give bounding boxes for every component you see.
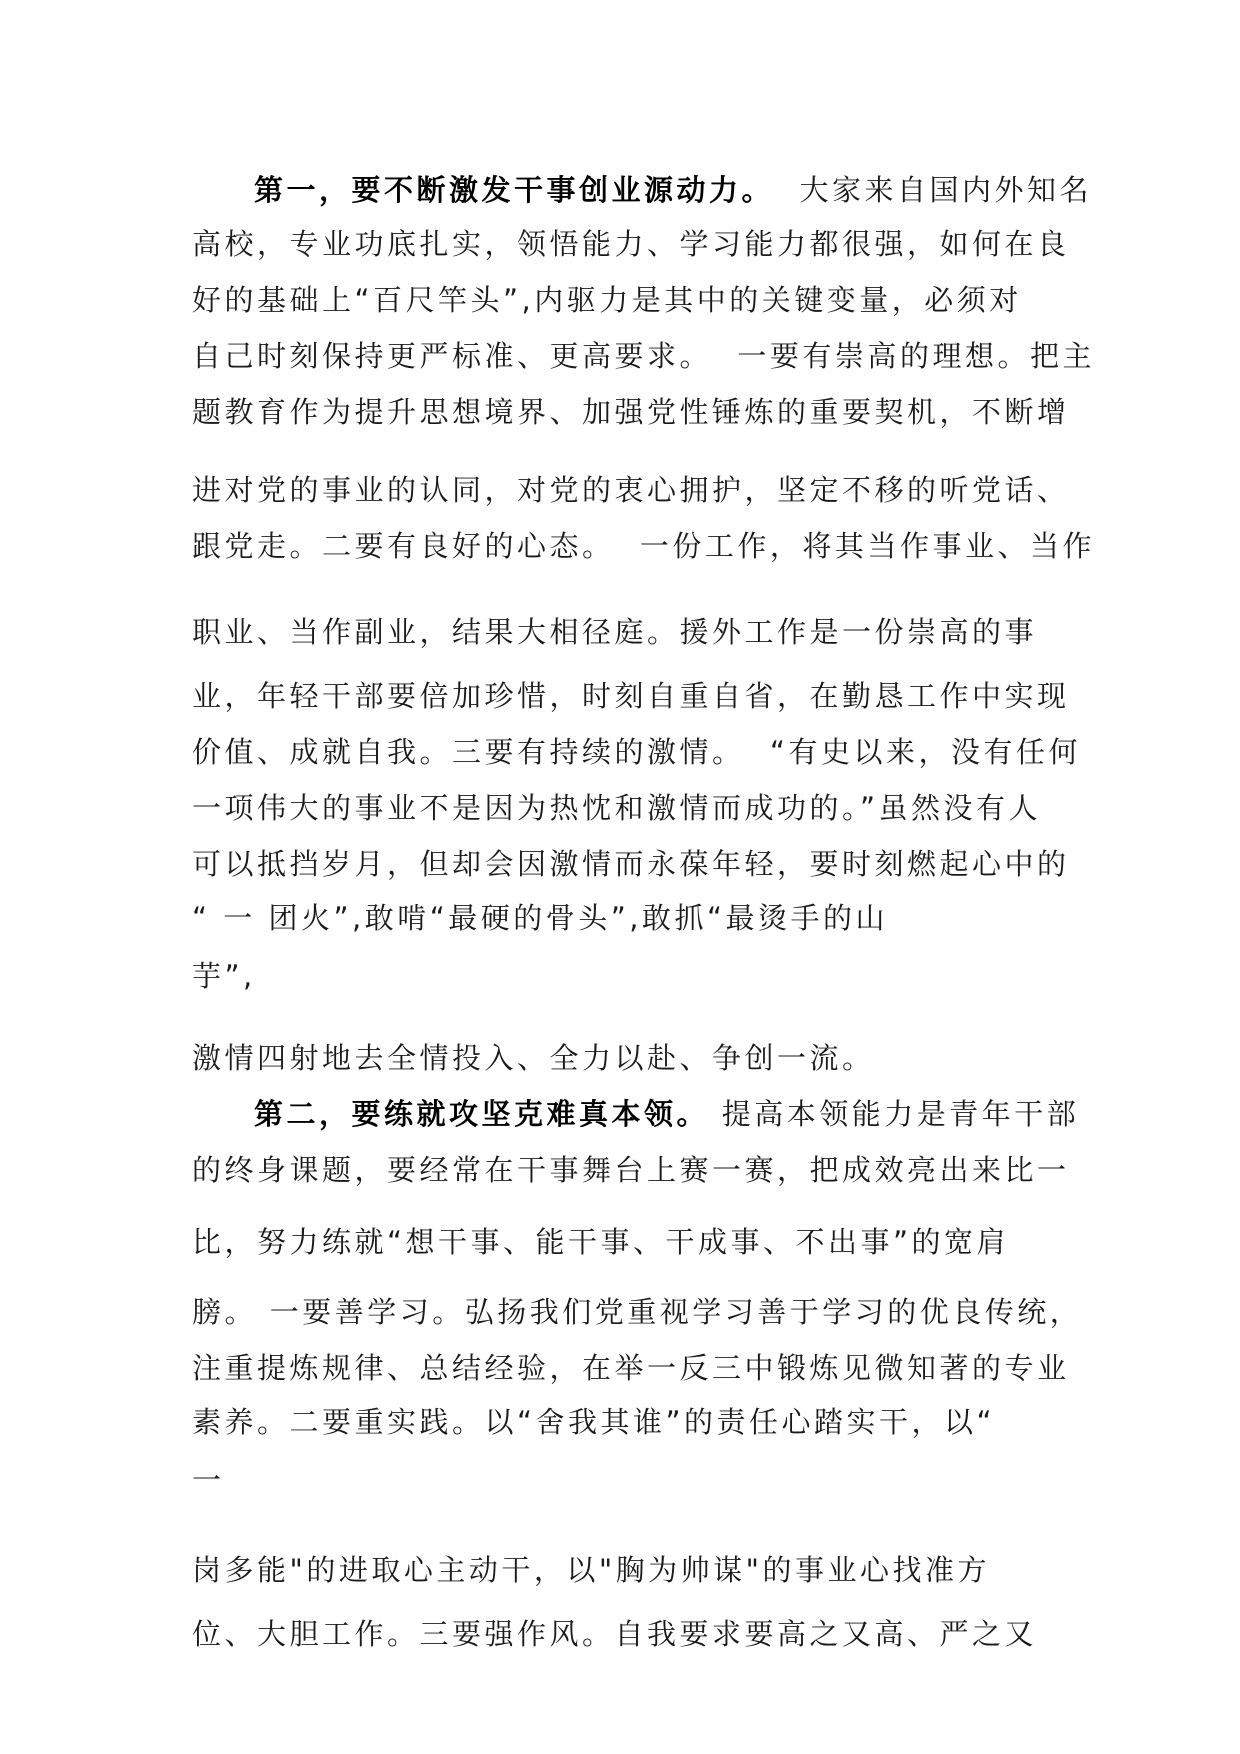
paragraph-2-line-6: 素养。二要重实践。以“舍我其谁”的责任心踏实干，以“ bbox=[192, 1405, 996, 1439]
paragraph-1-line-15: 激情四射地去全情投入、全力以赴、争创一流。 bbox=[192, 1041, 875, 1075]
paragraph-1-line-1 bbox=[254, 170, 1114, 210]
paragraph-1-line-2: 高校，专业功底扎实，领悟能力、学习能力都很强，如何在良 bbox=[192, 227, 1070, 261]
paragraph-1-line-12: 可以抵挡岁月，但却会因激情而永葆年轻，要时刻燃起心中的 bbox=[192, 847, 1070, 881]
paragraph-2-line-2: 的终身课题，要经常在干事舞台上赛一赛，把成效亮出来比一 bbox=[192, 1153, 1070, 1187]
paragraph-1-line-1-text: 大家来自国内外知名 bbox=[774, 173, 1092, 207]
paragraph-1-line-6: 进对党的事业的认同，对党的衷心拥护，坚定不移的听党话、 bbox=[192, 473, 1070, 507]
paragraph-2-line-5: 注重提炼规律、总结经验，在举一反三中锻炼见微知著的专业 bbox=[192, 1351, 1070, 1385]
paragraph-1-line-8: 职业、当作副业，结果大相径庭。援外工作是一份崇高的事 bbox=[192, 615, 1038, 649]
paragraph-1-line-13: “ 一 团火”,敢啃“最硬的骨头”,敢抓“最烫手的山 bbox=[192, 901, 888, 935]
paragraph-1-line-7: 跟党走。二要有良好的心态。 一份工作，将其当作事业、当作 bbox=[192, 529, 1095, 563]
paragraph-2-line-7: 一 bbox=[192, 1463, 225, 1497]
paragraph-2-line-1 bbox=[254, 1094, 1114, 1134]
paragraph-1-line-3: 好的基础上“百尺竿头”,内驱力是其中的关键变量，必须对 bbox=[192, 283, 1022, 317]
paragraph-1-line-11: 一项伟大的事业不是因为热忱和激情而成功的。”虽然没有人 bbox=[192, 791, 1042, 825]
paragraph-1-line-9: 业，年轻干部要倍加珍惜，时刻自重自省，在勤恳工作中实现 bbox=[192, 679, 1070, 713]
paragraph-1-line-10: 价值、成就自我。三要有持续的激情。 “有史以来，没有任何 bbox=[192, 735, 1081, 769]
paragraph-2-line-3: 比，努力练就“想干事、能干事、干成事、不出事”的宽肩 bbox=[192, 1225, 1010, 1259]
paragraph-2-line-9: 位、大胆工作。三要强作风。自我要求要高之又高、严之又 bbox=[192, 1617, 1038, 1651]
paragraph-2-line-1-text: 提高本领能力是青年干部 bbox=[709, 1097, 1080, 1131]
paragraph-2-heading: 第二，要练就攻坚克难真本领。 bbox=[254, 1097, 710, 1131]
paragraph-1-heading: 第一，要不断激发干事创业源动力。 bbox=[254, 173, 775, 207]
paragraph-1-line-14: 芋”, bbox=[192, 959, 256, 993]
paragraph-1-line-4: 自己时刻保持更严标准、更高要求。 一要有崇高的理想。把主 bbox=[192, 339, 1095, 373]
paragraph-2-line-4: 膀。 一要善学习。弘扬我们党重视学习善于学习的优良传统， bbox=[192, 1295, 1083, 1329]
paragraph-2-line-8: 岗多能"的进取心主动干，以"胸为帅谋"的事业心找准方 bbox=[192, 1553, 991, 1587]
paragraph-1-line-5: 题教育作为提升思想境界、加强党性锤炼的重要契机，不断增 bbox=[192, 395, 1070, 429]
